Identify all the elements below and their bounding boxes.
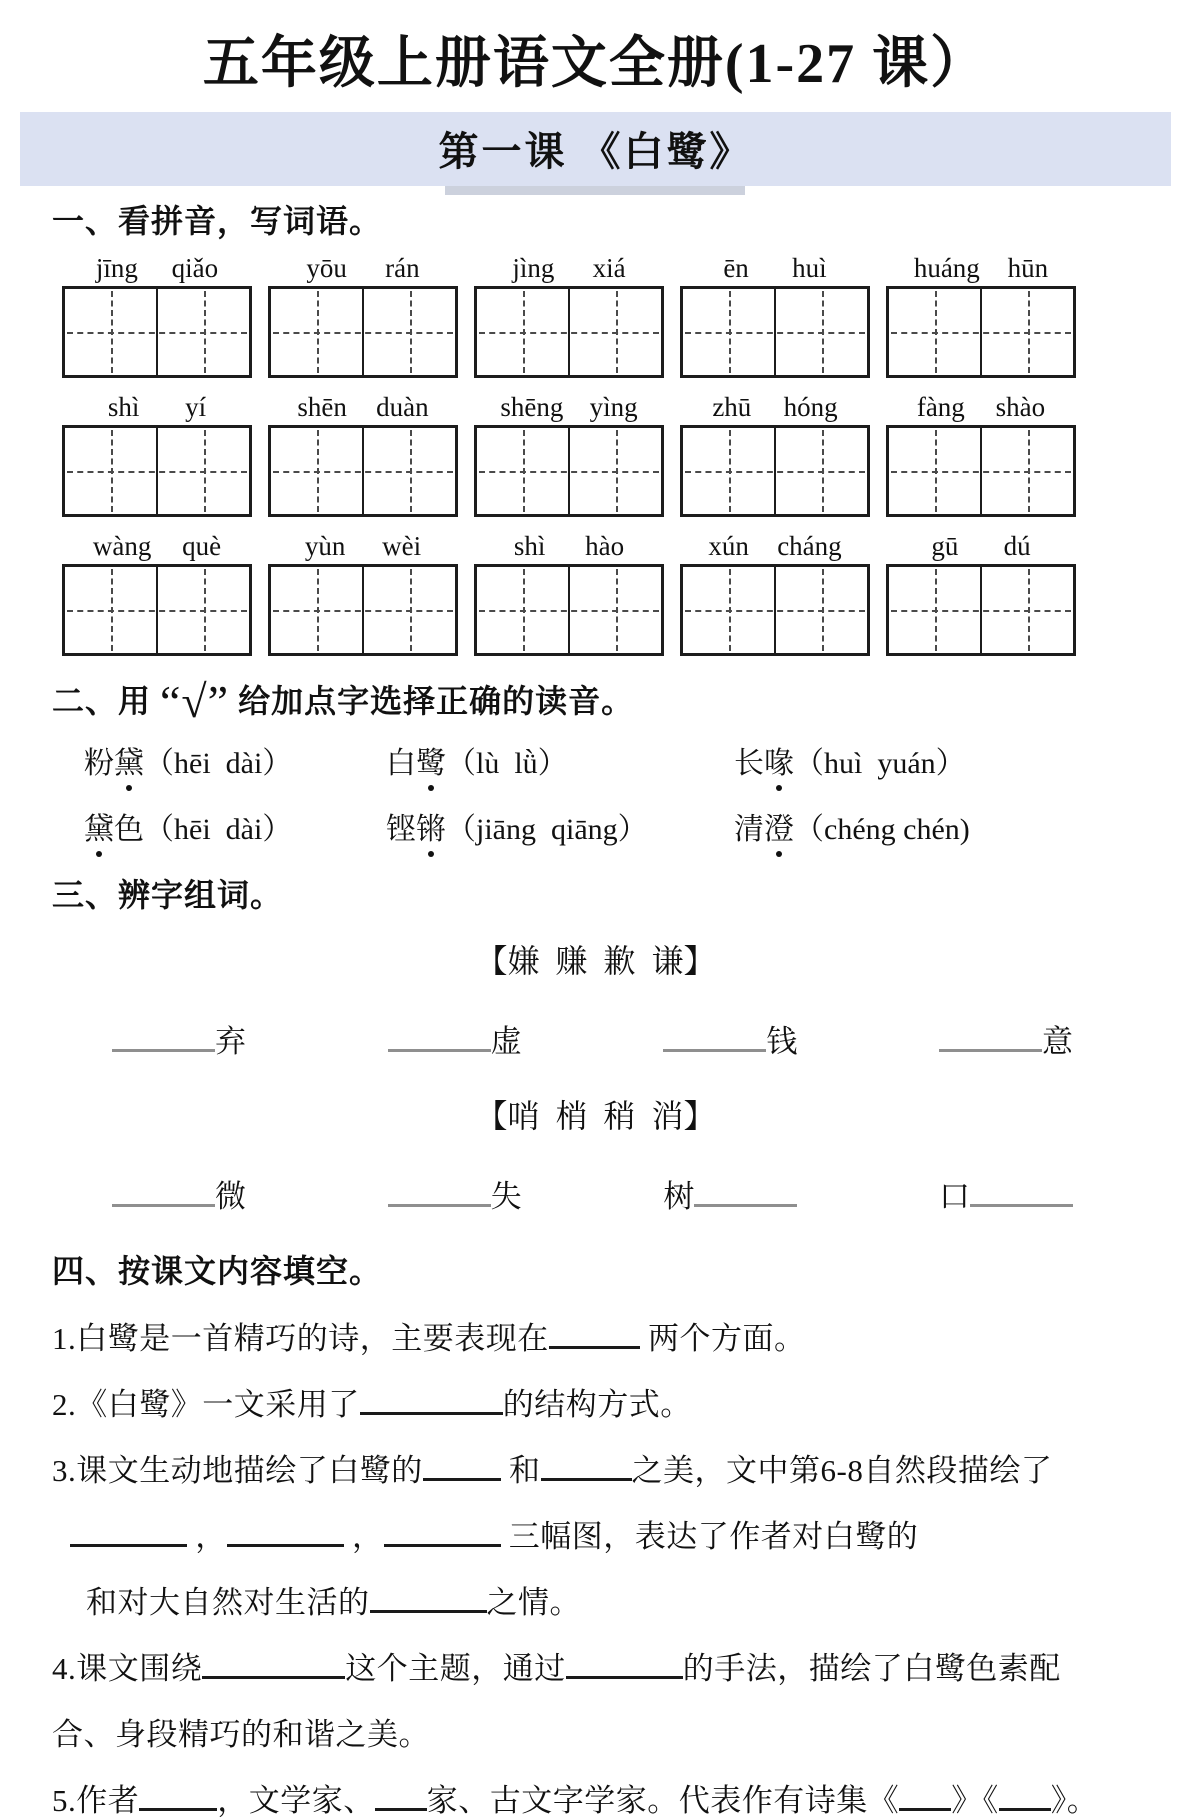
word-item: [84, 738, 386, 782]
grid-midline: [479, 471, 659, 473]
char-group-header: 【嫌 赚 歉 谦】: [475, 942, 716, 979]
page-title: 五年级上册语文全册(1-27 课）: [202, 33, 989, 95]
dotted-char: 黛: [84, 804, 114, 848]
writing-grid: [886, 564, 1076, 656]
word-item: [734, 738, 1191, 782]
blank-line: [139, 1808, 217, 1811]
pinyin-row: [0, 528, 1191, 656]
writing-grid: [62, 286, 252, 378]
word-item: [734, 804, 1191, 848]
grid-midline: [891, 332, 1071, 334]
word-char: 失: [490, 1178, 522, 1214]
fill-line: 和对大自然对生活的 之情。: [86, 1584, 581, 1620]
blank-item: [663, 1171, 797, 1216]
blank-item: [112, 1171, 246, 1216]
pinyin-grid-area: [0, 250, 1191, 656]
word-char: 虚: [490, 1023, 522, 1059]
grid-midline: [67, 610, 247, 612]
writing-grid: [474, 286, 664, 378]
blank-line: [694, 1204, 797, 1207]
blank-line: [384, 1544, 501, 1547]
word-char: 钱: [766, 1023, 798, 1059]
grid-midline: [891, 610, 1071, 612]
pinyin-syllable: shì: [107, 391, 140, 422]
pinyin-label: [62, 250, 252, 286]
pinyin-word-group: [62, 389, 252, 517]
word-char: 白: [386, 746, 416, 780]
char-discrimination-area: [0, 936, 1191, 1216]
blank-line: [541, 1478, 632, 1481]
pinyin-syllable: ēn: [723, 252, 749, 283]
word-char: 弃: [215, 1023, 246, 1059]
fill-line: 1.白鹭是一首精巧的诗，主要表现在 两个方面。: [52, 1320, 806, 1356]
pinyin-reading: （huì yuán）: [794, 746, 966, 780]
pinyin-reading: （hēi dài）: [144, 746, 293, 780]
pinyin-syllable: yí: [185, 391, 207, 422]
fill-line: 合、身段精巧的和谐之美。: [52, 1716, 430, 1752]
pinyin-label: [474, 250, 664, 286]
word-item: [84, 804, 386, 848]
pinyin-word-group: [474, 250, 664, 378]
pinyin-syllable: shào: [995, 391, 1046, 422]
pinyin-word-group: [474, 528, 664, 656]
pinyin-label: [886, 528, 1076, 564]
banner-shadow: [445, 186, 745, 195]
writing-grid: [268, 564, 458, 656]
fill-line: 4.课文围绕 这个主题，通过 的手法，描绘了白鹭色素配: [52, 1650, 1061, 1686]
blank-line: [227, 1544, 344, 1547]
pinyin-syllable: gū: [931, 530, 959, 561]
pinyin-reading: （lù lǜ）: [446, 746, 568, 780]
blank-line: [70, 1544, 187, 1547]
pinyin-syllable: shēn: [297, 391, 347, 422]
section3-heading: 三、辨字组词。: [52, 876, 284, 913]
pinyin-syllable: xiá: [592, 252, 626, 283]
blank-line: [375, 1808, 427, 1811]
blank-line: [566, 1676, 683, 1679]
pinyin-syllable: hūn: [1007, 252, 1049, 283]
grid-midline: [685, 610, 865, 612]
pinyin-syllable: yùn: [304, 530, 346, 561]
section4-heading: 四、按课文内容填空。: [52, 1252, 383, 1289]
blank-line: [388, 1049, 491, 1052]
grid-midline: [479, 332, 659, 334]
checkmark-glyph: “√”: [160, 675, 230, 727]
pinyin-syllable: xún: [708, 530, 749, 561]
pinyin-reading: （chéng chén): [794, 812, 970, 846]
pinyin-syllable: duàn: [376, 391, 429, 422]
blank-item: [939, 1016, 1073, 1061]
lesson-banner-text: 第一课 《白鹭》: [438, 129, 753, 175]
word-char: 树: [663, 1178, 695, 1214]
blank-line: [423, 1478, 501, 1481]
blank-item: [388, 1171, 522, 1216]
pinyin-syllable: rán: [385, 252, 420, 283]
grid-midline: [273, 332, 453, 334]
writing-grid: [62, 564, 252, 656]
fill-line: 3.课文生动地描绘了白鹭的 和 之美，文中第6-8自然段描绘了: [52, 1452, 1053, 1488]
pinyin-label: [680, 528, 870, 564]
word-char: 铿: [386, 812, 416, 846]
pinyin-syllable: huì: [792, 252, 827, 283]
word-char: 清: [734, 812, 764, 846]
blank-line: [549, 1346, 640, 1349]
blank-item: [663, 1016, 797, 1061]
pronunciation-choice-area: [0, 738, 1191, 848]
word-char: 微: [215, 1178, 246, 1214]
pronunciation-row: [0, 804, 1191, 848]
pinyin-label: [268, 528, 458, 564]
blank-item: [939, 1171, 1073, 1216]
pinyin-word-group: [886, 250, 1076, 378]
blank-line: [899, 1808, 951, 1811]
pinyin-label: [474, 389, 664, 425]
dotted-char: 鹭: [416, 738, 446, 782]
pinyin-word-group: [62, 250, 252, 378]
pinyin-word-group: [886, 528, 1076, 656]
grid-midline: [685, 471, 865, 473]
pinyin-syllable: qiǎo: [171, 252, 219, 283]
pinyin-label: [268, 389, 458, 425]
pinyin-label: [268, 250, 458, 286]
pinyin-syllable: shēng: [500, 391, 564, 422]
blank-line: [360, 1412, 503, 1415]
fill-line: ， ， 三幅图，表达了作者对白鹭的: [0, 1511, 1191, 1556]
pinyin-row: [0, 250, 1191, 378]
pinyin-syllable: hào: [585, 530, 625, 561]
fill-line: 2.《白鹭》一文采用了 的结构方式。: [52, 1386, 692, 1422]
blank-line: [999, 1808, 1051, 1811]
pinyin-word-group: [680, 250, 870, 378]
section2-heading-pre: 二、用: [52, 682, 161, 719]
blank-line: [112, 1204, 215, 1207]
blank-line: [388, 1204, 491, 1207]
grid-midline: [67, 332, 247, 334]
dotted-char: 澄: [764, 804, 794, 848]
blank-line: [370, 1610, 487, 1613]
dotted-char: 喙: [764, 738, 794, 782]
blank-line: [663, 1049, 766, 1052]
blank-item: [388, 1016, 522, 1061]
writing-grid: [680, 564, 870, 656]
writing-grid: [680, 286, 870, 378]
dotted-char: 锵: [416, 804, 446, 848]
word-blank-row: [0, 1016, 1191, 1061]
pinyin-label: [680, 250, 870, 286]
pinyin-syllable: yōu: [306, 252, 347, 283]
blank-line: [939, 1049, 1042, 1052]
dotted-char: 黛: [114, 738, 144, 782]
word-char: 色: [114, 812, 144, 846]
word-char: 意: [1041, 1023, 1073, 1059]
pinyin-word-group: [680, 389, 870, 517]
blank-line: [202, 1676, 345, 1679]
pinyin-syllable: què: [182, 530, 222, 561]
pinyin-syllable: jìng: [512, 252, 555, 283]
pinyin-label: [474, 528, 664, 564]
pinyin-word-group: [62, 528, 252, 656]
pinyin-syllable: jīng: [95, 252, 138, 283]
word-item: [386, 738, 734, 782]
pinyin-word-group: [680, 528, 870, 656]
grid-midline: [685, 332, 865, 334]
pinyin-label: [886, 250, 1076, 286]
writing-grid: [268, 286, 458, 378]
writing-grid: [474, 425, 664, 517]
grid-midline: [67, 471, 247, 473]
pinyin-reading: （jiāng qiāng）: [446, 812, 648, 846]
writing-grid: [268, 425, 458, 517]
blank-line: [970, 1204, 1073, 1207]
pinyin-label: [62, 389, 252, 425]
pinyin-word-group: [268, 528, 458, 656]
fill-line: 5.作者 ，文学家、 家、古文字学家。代表作有诗集《 》《 》。: [52, 1782, 1099, 1818]
word-char: 口: [938, 1178, 970, 1214]
blank-item: [112, 1016, 246, 1061]
char-group-header: 【哨 梢 稍 消】: [475, 1097, 716, 1134]
pinyin-word-group: [268, 389, 458, 517]
section2-heading: [0, 675, 1191, 727]
pinyin-syllable: cháng: [777, 530, 842, 561]
grid-midline: [273, 610, 453, 612]
pinyin-syllable: zhū: [712, 391, 752, 422]
pinyin-syllable: yìng: [589, 391, 638, 422]
blank-line: [112, 1049, 215, 1052]
pinyin-label: [886, 389, 1076, 425]
word-char: 粉: [84, 746, 114, 780]
section2-heading-post: 给加点字选择正确的读音。: [229, 682, 635, 719]
writing-grid: [680, 425, 870, 517]
writing-grid: [886, 286, 1076, 378]
pinyin-row: [0, 389, 1191, 517]
pinyin-syllable: hóng: [783, 391, 838, 422]
writing-grid: [62, 425, 252, 517]
pinyin-syllable: wàng: [92, 530, 152, 561]
pinyin-word-group: [268, 250, 458, 378]
pinyin-label: [680, 389, 870, 425]
grid-midline: [479, 610, 659, 612]
word-char: 长: [734, 746, 764, 780]
writing-grid: [886, 425, 1076, 517]
pinyin-label: [62, 528, 252, 564]
word-item: [386, 804, 734, 848]
lesson-banner: [20, 112, 1171, 186]
pinyin-reading: （hēi dài）: [144, 812, 293, 846]
pinyin-word-group: [474, 389, 664, 517]
pronunciation-row: [0, 738, 1191, 782]
writing-grid: [474, 564, 664, 656]
pinyin-syllable: wèi: [382, 530, 422, 561]
pinyin-word-group: [886, 389, 1076, 517]
grid-midline: [273, 471, 453, 473]
pinyin-syllable: fàng: [916, 391, 965, 422]
pinyin-syllable: shì: [513, 530, 546, 561]
pinyin-syllable: dú: [1003, 530, 1031, 561]
section1-heading: 一、看拼音，写词语。: [52, 202, 383, 239]
word-blank-row: [0, 1171, 1191, 1216]
grid-midline: [891, 471, 1071, 473]
fill-in-blanks-area: [0, 1313, 1191, 1820]
pinyin-syllable: huáng: [913, 252, 980, 283]
